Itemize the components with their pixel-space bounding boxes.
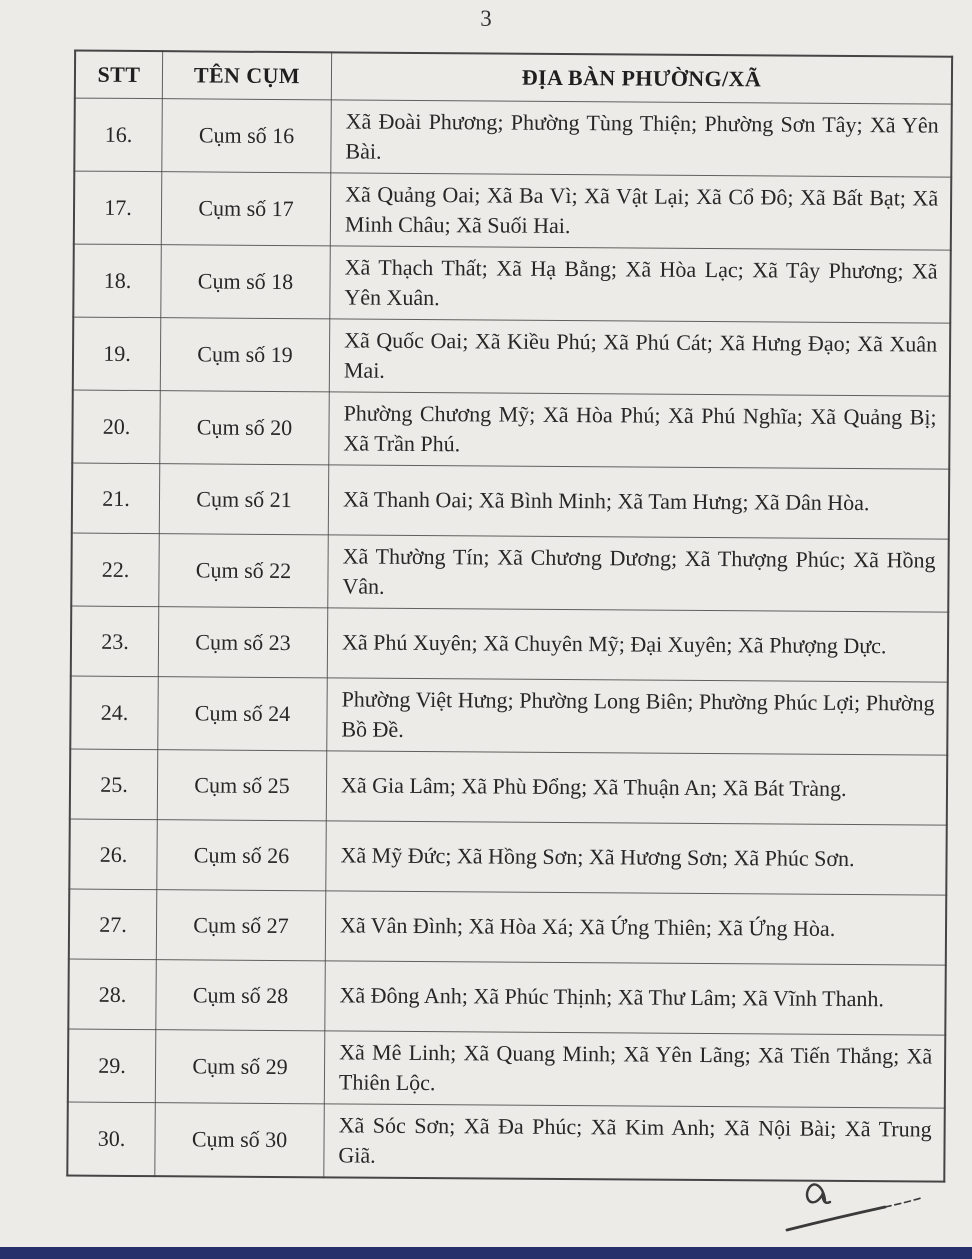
row-ten-cum: Cụm số 19 (160, 318, 330, 392)
row-stt: 28. (68, 959, 156, 1030)
row-stt: 21. (72, 463, 160, 534)
table-row (74, 171, 951, 250)
row-dia-ban: Xã Gia Lâm; Xã Phù Đổng; Xã Thuận An; Xã Bát Tràng. (326, 751, 947, 825)
row-dia-ban: Xã Thường Tín; Xã Chương Dương; Xã Thượng Phúc; Xã Hồng Vân. (328, 535, 949, 612)
page-number: 3 (480, 6, 492, 31)
row-ten-cum: Cụm số 18 (161, 245, 331, 319)
row-ten-cum: Cụm số 26 (157, 820, 326, 891)
table-header-row (75, 51, 952, 105)
row-stt: 25. (70, 749, 158, 820)
row-stt: 30. (67, 1102, 155, 1176)
scan-edge-band (0, 1247, 972, 1259)
table-body (67, 98, 952, 1182)
table-row (73, 244, 950, 323)
row-stt: 17. (74, 171, 162, 245)
row-ten-cum: Cụm số 16 (162, 99, 332, 173)
row-dia-ban: Xã Quảng Oai; Xã Ba Vì; Xã Vật Lại; Xã Cổ Đô; Xã Bất Bạt; Xã Minh Châu; Xã Suối Hai. (330, 173, 951, 250)
row-stt: 29. (68, 1029, 156, 1103)
row-stt: 20. (72, 390, 160, 464)
handwritten-mark-icon (763, 1166, 938, 1244)
row-stt: 16. (74, 98, 162, 172)
table-row (68, 959, 945, 1035)
row-ten-cum: Cụm số 24 (158, 677, 328, 751)
row-stt: 26. (69, 819, 157, 890)
table-header (75, 51, 952, 105)
row-ten-cum: Cụm số 28 (156, 960, 325, 1031)
row-ten-cum: Cụm số 22 (159, 534, 329, 608)
row-dia-ban: Xã Sóc Sơn; Xã Đa Phúc; Xã Kim Anh; Xã Nội Bài; Xã Trung Giã. (324, 1104, 945, 1182)
table-row (74, 98, 951, 177)
table-row (68, 1029, 945, 1108)
header-dia-ban: ĐỊA BÀN PHƯỜNG/XÃ (331, 52, 952, 104)
row-ten-cum: Cụm số 29 (155, 1030, 325, 1104)
row-stt: 24. (70, 676, 158, 750)
table-row (71, 533, 948, 612)
table-row (70, 749, 947, 825)
header-ten-cum: TÊN CỤM (162, 51, 331, 100)
row-dia-ban: Xã Thạch Thất; Xã Hạ Bằng; Xã Hòa Lạc; Xã Tây Phương; Xã Yên Xuân. (330, 246, 951, 323)
row-ten-cum: Cụm số 25 (157, 750, 326, 821)
table-row (70, 676, 947, 755)
row-ten-cum: Cụm số 20 (160, 391, 330, 465)
row-stt: 23. (71, 606, 159, 677)
row-dia-ban: Xã Đông Anh; Xã Phúc Thịnh; Xã Thư Lâm; Xã Vĩnh Thanh. (325, 961, 946, 1035)
row-dia-ban: Xã Thanh Oai; Xã Bình Minh; Xã Tam Hưng; Xã Dân Hòa. (328, 465, 949, 539)
row-dia-ban: Xã Quốc Oai; Xã Kiều Phú; Xã Phú Cát; Xã Hưng Đạo; Xã Xuân Mai. (329, 319, 950, 396)
row-stt: 27. (69, 889, 157, 960)
row-dia-ban: Xã Mỹ Đức; Xã Hồng Sơn; Xã Hương Sơn; Xã Phúc Sơn. (326, 821, 947, 895)
row-ten-cum: Cụm số 21 (159, 464, 328, 535)
row-stt: 18. (73, 244, 161, 318)
table-row (72, 390, 949, 469)
header-stt: STT (75, 51, 163, 99)
row-dia-ban: Xã Mê Linh; Xã Quang Minh; Xã Yên Lãng; Xã Tiến Thắng; Xã Thiên Lộc. (324, 1031, 945, 1108)
row-dia-ban: Xã Vân Đình; Xã Hòa Xá; Xã Ứng Thiên; Xã Ứng Hòa. (325, 891, 946, 965)
clusters-table (66, 50, 953, 1183)
row-dia-ban: Phường Chương Mỹ; Xã Hòa Phú; Xã Phú Nghĩa; Xã Quảng Bị; Xã Trần Phú. (329, 392, 950, 469)
row-stt: 19. (73, 317, 161, 391)
table-row (72, 463, 949, 539)
row-stt: 22. (71, 533, 159, 607)
row-dia-ban: Xã Phú Xuyên; Xã Chuyên Mỹ; Đại Xuyên; Xã Phượng Dực. (327, 608, 948, 682)
row-dia-ban: Phường Việt Hưng; Phường Long Biên; Phường Phúc Lợi; Phường Bồ Đề. (327, 678, 948, 755)
table-row (71, 606, 948, 682)
row-ten-cum: Cụm số 27 (156, 890, 325, 961)
row-ten-cum: Cụm số 30 (155, 1103, 325, 1178)
row-dia-ban: Xã Đoài Phương; Phường Tùng Thiện; Phường Sơn Tây; Xã Yên Bài. (331, 100, 952, 177)
table-row (69, 889, 946, 965)
row-ten-cum: Cụm số 23 (158, 607, 327, 678)
row-ten-cum: Cụm số 17 (161, 172, 331, 246)
table-row (73, 317, 950, 396)
table-row (69, 819, 946, 895)
